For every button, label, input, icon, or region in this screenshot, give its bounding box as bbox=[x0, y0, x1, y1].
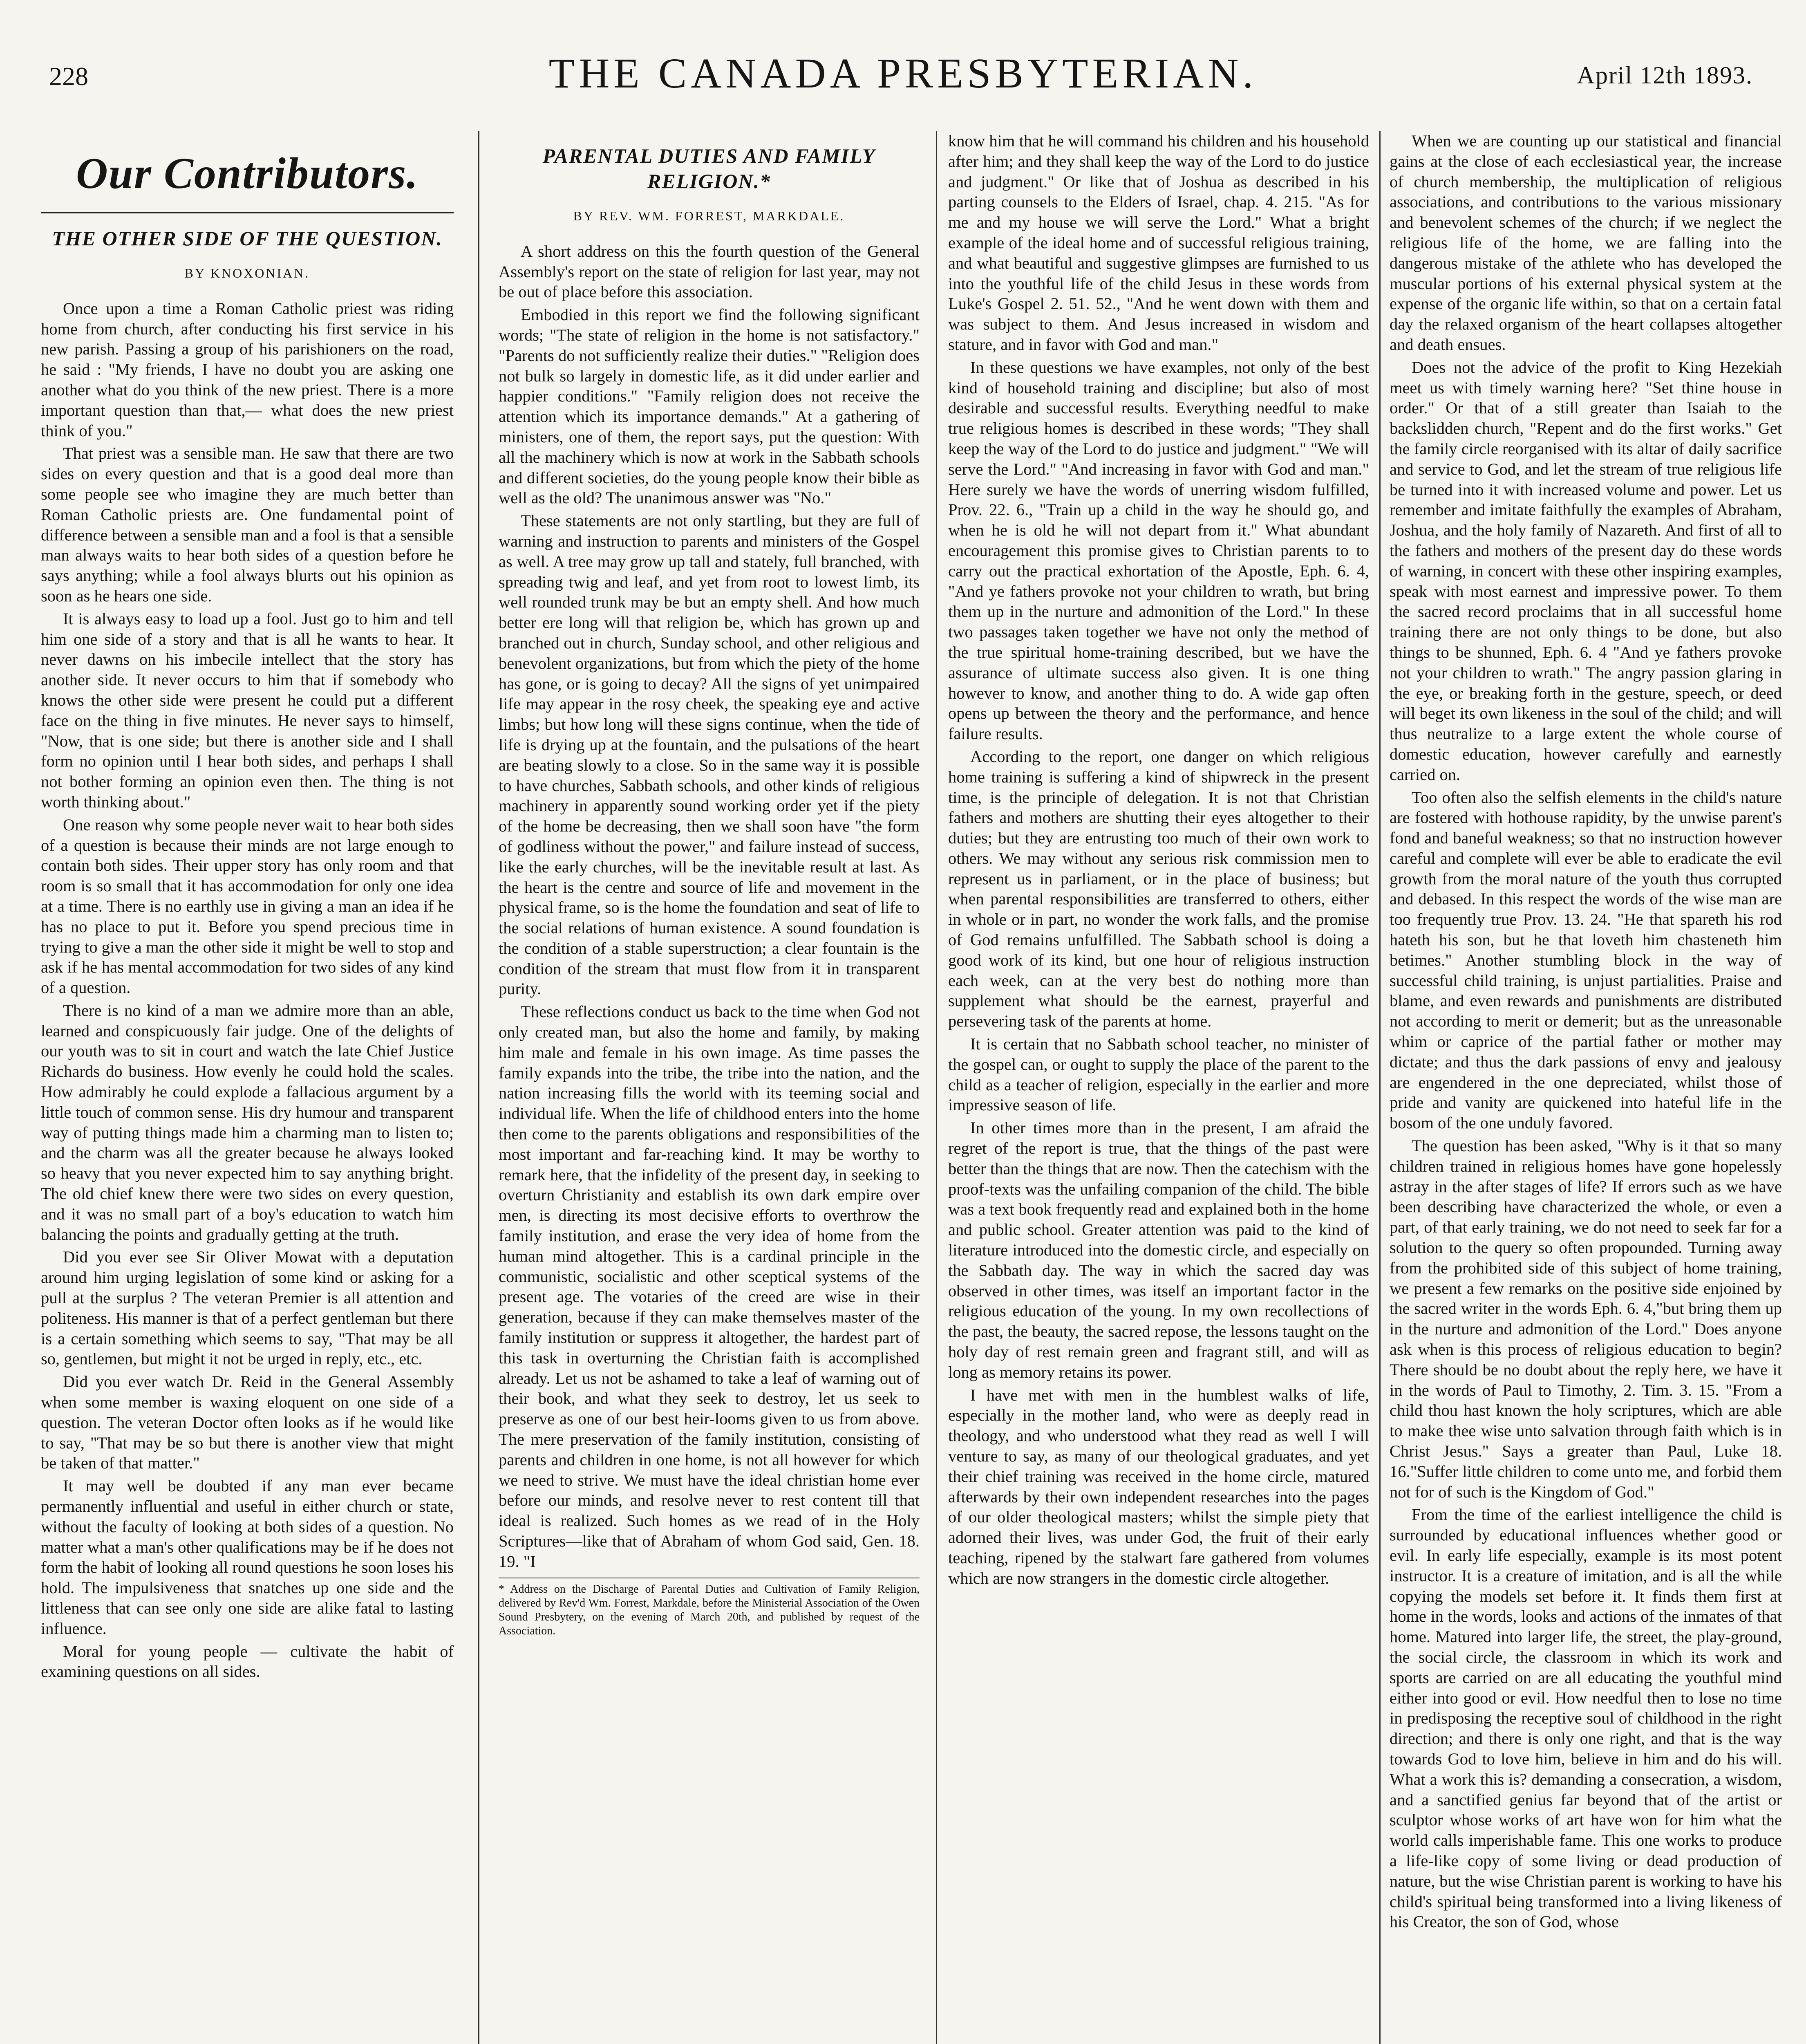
paragraph: These reflections conduct us back to the time when God not only created man, but also the home and family, by making him male and female in his own image. As time passes the family expands into the tribe, the tribe into the nation, and the nation increasing fills the world with its teeming social and individual life. When the life of childhood enters into the home then come to the parents obligations and responsibilities of the most important and far-reaching kind. It may be worthy to remark here, that the infidelity of the present day, in seeking to overturn Christianity and establish its own dark empire over men, is directing its most decisive efforts to overthrow the family institution, and erase the very idea of home from the human mind altogether. This is a cardinal principle in the communistic, socialistic and other sceptical systems of the present age. The votaries of the creed are wise in their generation, because if they can make themselves master of the family institution or suppress it altogether, the hardest part of this task in overturning the Christian faith is accomplished already. Let us not be ashamed to take a leaf of warning out of their book, and what they seek to destroy, let us seek to preserve as one of our best heir-looms given to us from above. The mere preservation of the family institution, consisting of parents and children in one home, is not all however for which we need to strive. We must have the ideal christian home ever before our minds, and resolve never to rest content till that ideal is realized. Such homes as we read of in the Holy Scriptures—like that of Abraham of whom God said, Gen. 18. 19. "I bbox=[499, 1002, 920, 1571]
footnote: * Address on the Discharge of Parental Duties and Cultivation of Family Religion, delivered by Rev'd Wm. Forrest, Markdale, before the Ministerial Association of the Owen Sound Presbytery, on the evening of March 20th, and published by request of the Association. bbox=[499, 1578, 920, 1638]
masthead bbox=[0, 0, 1806, 135]
paragraph: Does not the advice of the profit to King Hezekiah meet us with timely warning here? "Set thine house in order." Or that of a still greater than Isaiah to the backslidden church, "Repent and do the first works." Get the family circle reorganised with its altar of daily sacrifice and service to God, and let the stream of true religious life be turned into it with increased volume and power. Let us remember and imitate faithfully the examples of Abraham, Joshua, and the holy family of Nazareth. And first of all to the fathers and mothers of the present day do these words of warning, in concert with these other inspiring examples, speak with most earnest and impressive power. To them the sacred record proclaims that in all successful home training there are not only things to be done, but also things to be shunned, Eph. 6. 4 "And ye fathers provoke not your children to wrath." The angry passion glaring in the eye, or breaking forth in the gesture, speech, or deed will beget its own likeness in the soul of the child; and will thus neutralize to a large extent the whole course of domestic education, however carefully and earnestly carried on. bbox=[1390, 358, 1782, 784]
paragraph: The question has been asked, "Why is it that so many children trained in religious homes have gone hopelessly astray in the after stages of life? If errors such as we have been describing have characterized the whole, or even a part, of that early training, we do not need to seek far for a solution to the query so often propounded. Turning away from the prohibited side of this subject of home training, we present a few remarks on the positive side enjoined by the sacred writer in the words Eph. 6. 4,"but bring them up in the nurture and admonition of the Lord." Does anyone ask when is this process of religious education to begin? There should be no doubt about the reply here, we have it in the words of Paul to Timothy, 2. Tim. 3. 15. "From a child thou hast known the holy scriptures, which are able to make thee wise unto salvation through faith which is in Christ Jesus." Says a greater than Paul, Luke 18. 16."Suffer little children to come unto me, and forbid them not for of such is the Kingdom of God." bbox=[1390, 1136, 1782, 1501]
paragraph: Once upon a time a Roman Catholic priest was riding home from church, after conducting his first service in his new parish. Passing a group of his parishioners on the road, he said : "My friends, I have no doubt you are asking one another what do you think of the new priest. There is a more important question than that,— what does the new priest think of you." bbox=[41, 299, 454, 440]
paragraph: These statements are not only startling, but they are full of warning and instruction to parents and ministers of the Gospel as well. A tree may grow up tall and stately, full branched, with spreading twig and leaf, and yet from root to lowest limb, its well rounded trunk may be but an empty shell. And how much better ere long will that religion be, which has grown up and branched out in church, Sunday school, and other religious and benevolent organizations, but from which the piety of the home has gone, or is going to decay? All the signs of yet unimpaired life may appear in the rosy cheek, the speaking eye and active limbs; but how long will these signs continue, when the tide of life is drying up at the fountain, and the pulsations of the heart are beating slowly to a close. So in the same way it is possible to have churches, Sabbath schools, and other kinds of religious machinery in apparently sound working order yet if the piety of the home be decreasing, then we shall soon have "the form of godliness without the power," and failure instead of success, like the early churches, will be the inevitable result at last. As the heart is the centre and source of life and movement in the physical frame, so is the home the foundation and seat of life to the social relations of human existence. A sound foundation is the condition of a stable superstruction; a clear fountain is the condition of the stream that must flow from it in transparent purity. bbox=[499, 511, 920, 998]
paragraph: One reason why some people never wait to hear both sides of a question is because their minds are not large enough to contain both sides. Their upper story has only room and that room is so small that it has accommodation for only one idea at a time. There is no earthly use in giving a man an idea if he has no place to put it. Before you spend precious time in trying to give a man the other side it might be well to stop and ask if he has mental accommodation for two sides of any kind of a question. bbox=[41, 815, 454, 997]
paragraph: There is no kind of a man we admire more than an able, learned and conspicuously fair judge. One of the delights of our youth was to sit in court and watch the late Chief Justice Richards do business. How evenly he could hold the scales. How admirably he could explode a fallacious argument by a little touch of common sense. His dry humour and transparent way of putting things made him a charming man to listen to; and the charm was all the greater because he always looked so heavy that you never expected him to say anything bright. The old chief knew there were two sides on every question, and it was no small part of a boy's education to watch him balancing the points and gradually getting at the truth. bbox=[41, 1001, 454, 1244]
column-3 bbox=[948, 131, 1369, 2044]
column-rule bbox=[478, 131, 479, 2044]
paragraph: It may well be doubted if any man ever became permanently influential and useful in either church or state, without the faculty of looking at both sides of a question. No matter what a man's other qualifications may be if he does not form the habit of looking all round questions he soon loses his hold. The impulsiveness that snatches up one side and the littleness that can see only one side are alike fatal to lasting influence. bbox=[41, 1477, 454, 1638]
paragraph: I have met with men in the humblest walks of life, especially in the mother land, who were as deeply read in theology, and who understood what they read as well I will venture to say, as many of our theological graduates, and yet their chief training was received in the home circle, matured afterwards by their own independent researches into the pages of our older theological masters; whilst the simple piety that adorned their lives, was under God, the fruit of their early teaching, ripened by the stalwart fare gathered from volumes which are now strangers in the domestic circle altogether. bbox=[948, 1385, 1369, 1587]
issue-date: April 12th 1893. bbox=[1577, 62, 1753, 89]
column-1 bbox=[41, 131, 454, 2044]
article-body bbox=[499, 241, 920, 1572]
paragraph: Did you ever see Sir Oliver Mowat with a deputation around him urging legislation of some kind or asking for a pull at the surplus ? The veteran Premier is all attention and politeness. His manner is that of a perfect gentleman but there is a certain something which seems to say, "That may be all so, gentlemen, but might it not be urged in reply, etc., etc. bbox=[41, 1248, 454, 1368]
paragraph: In these questions we have examples, not only of the best kind of household training and discipline; but also of most desirable and successful results. Everything needful to make true religious homes is described in these words; "They shall keep the way of the Lord to do justice and judgment." "We will serve the Lord." "And increasing in favor with God and man." Here surely we have the words of unerring wisdom fulfilled, Prov. 22. 6., "Train up a child in the way he should go, and when he is old he will not depart from it." What abundant encouragement this promise gives to Christian parents to to carry out the practical exhortation of the Apostle, Eph. 6. 4, "And ye fathers provoke not your children to wrath, but bring them up in the nurture and admonition of the Lord." In these two passages taken together we have not only the method of the true spiritual home-training described, but we have the assurance of ultimate success also given. It is one thing however to know, and another thing to do. A wide gap often opens up between the theory and the performance, and hence failure results. bbox=[948, 358, 1369, 743]
page-number: 228 bbox=[49, 62, 88, 91]
paragraph: That priest was a sensible man. He saw that there are two sides on every question and that is a good deal more than some people see who imagine they are much better than Roman Catholic priests are. One fundamental point of difference between a sensible man and a fool is that a sensible man always waits to hear both sides of a question before he says anything; while a fool always blurts out his opinion as soon as he hears one side. bbox=[41, 444, 454, 605]
paragraph: A short address on this the fourth question of the General Assembly's report on the state of religion for last year, may not be out of place before this association. bbox=[499, 242, 920, 301]
article-byline: BY REV. WM. FORREST, MARKDALE. bbox=[573, 208, 845, 223]
divider bbox=[41, 212, 454, 213]
column-rule bbox=[936, 131, 937, 2044]
paragraph: When we are counting up our statistical and financial gains at the close of each ecclesiastical year, the increase of church membership, the multiplication of religious associations, and contributions to the various missionary and benevolent schemes of the church; if we neglect the religious life of the home, we are falling into the dangerous mistake of the athlete who has developed the muscular portions of his external physical system at the expense of the organic life within, so that on a certain fatal day the relaxed organism of the heart collapses altogether and death ensues. bbox=[1390, 132, 1782, 354]
paragraph: know him that he will command his children and his household after him; and they shall keep the way of the Lord to do justice and judgment." Or like that of Joshua as described in his parting counsels to the Elders of Israel, chap. 4. 215. "As for me and my house we will serve the Lord." What a bright example of the ideal home and of successful religious training, and what beautiful and suggestive glimpses are furnished to us into the youthful life of the child Jesus in these words from Luke's Gospel 2. 51. 52., "And he went down with them and was subject to them. And Jesus increased in wisdom and stature, and in favor with God and man." bbox=[948, 132, 1369, 354]
paragraph: It is certain that no Sabbath school teacher, no minister of the gospel can, or ought to supply the place of the parent to the child as a teacher of religion, especially in the earlier and more impressive season of life. bbox=[948, 1035, 1369, 1114]
paragraph: Embodied in this report we find the following significant words; "The state of religion in the home is not satisfactory." "Parents do not sufficiently realize their duties." "Religion does not bulk so largely in domestic life, as it did under earlier and happier conditions." "Family religion does not receive the attention which its importance demands." At a gathering of ministers, one of them, the report says, put the question: With all the machinery which is now at work in the Sabbath schools and different societies, do the young people know their bible as well as the old? The unanimous answer was "No." bbox=[499, 305, 920, 507]
article-body bbox=[41, 298, 454, 1682]
paragraph: According to the report, one danger on which religious home training is suffering a kind of shipwreck in the present time, is the principle of delegation. It is not that Christian fathers and mothers are shutting their eyes altogether to their duties; but they are entrusting too much of their own work to others. We may without any serious risk commission men to represent us in parliament, or in the place of business; but when parental responsibilities are transferred to others, either in whole or in part, no wonder the work falls, and the promise of God remains unfulfilled. The Sabbath school is doing a good work of its kind, but one hour of religious instruction each week, can at the very best do nothing more than supplement what should be the earnest, prayerful and persevering task of the parents at home. bbox=[948, 747, 1369, 1031]
section-heading: Our Contributors. bbox=[76, 149, 419, 198]
article-byline: BY KNOXONIAN. bbox=[184, 266, 310, 280]
paragraph: Did you ever watch Dr. Reid in the General Assembly when some member is waxing eloquent on one side of a question. The veteran Doctor often looks as if he would like to say, "That may be so but there is another view that might be taken of that matter." bbox=[41, 1372, 454, 1472]
paragraph: Moral for young people — cultivate the habit of examining questions on all sides. bbox=[41, 1642, 454, 1681]
article-title: THE OTHER SIDE OF THE QUESTION. bbox=[52, 227, 443, 250]
paragraph: It is always easy to load up a fool. Just go to him and tell him one side of a story and that is all he wants to hear. It never dawns on his imbecile intellect that the story has another side. It never occurs to him that if somebody who knows the other side were present he could put a different face on the thing in five minutes. He never says to himself, "Now, that is one side; but there is another side and I shall form no opinion until I hear both sides, and perhaps I shall not bother forming an opinion even then. The thing is not worth thinking about." bbox=[41, 609, 454, 811]
column-2 bbox=[499, 131, 920, 2044]
paragraph: In other times more than in the present, I am afraid the regret of the report is true, that the things of the past were better than the things that are now. Then the catechism with the proof-texts was the unfailing companion of the child. The bible was a text book frequently read and explained both in the home and public school. Greater attention was paid to the kind of literature introduced into the domestic circle, and especially on the Sabbath day. The way in which the sacred day was observed in other times, was itself an important factor in the religious education of the young. In my own recollections of the past, the beauty, the sacred repose, the lessons taught on the holy day of rest remain green and fragrant still, and will as long as memory retains its power. bbox=[948, 1118, 1369, 1381]
column-rule bbox=[1379, 131, 1381, 2044]
newspaper-title: THE CANADA PRESBYTERIAN. bbox=[548, 50, 1258, 97]
column-4 bbox=[1390, 131, 1782, 2044]
paragraph: From the time of the earliest intelligence the child is surrounded by educational influences whether good or evil. In early life especially, example is its most potent instructor. It is a creature of imitation, and is all the while copying the models set before it. It finds them first at home in the words, looks and actions of the inmates of that home. Matured into larger life, the street, the play-ground, the social circle, the classroom in which its work and sports are carried on are all educating the youthful mind either into good or evil. How needful then to lose no time in predisposing the receptive soul of childhood in the right direction; and there is only one right, and that is the way towards God to love him, believe in him and do his will. What a work this is? demanding a consecration, a wisdom, and a sanctified genius far beyond that of the artist or sculptor whose works of art have won for him what the world calls imperishable fame. This one works to produce a life-like copy of some living or dead production of nature, but the wise Christian parent is working to have his child's spiritual being transformed into a living likeness of his Creator, the son of God, whose bbox=[1390, 1505, 1782, 1931]
article-title: PARENTAL DUTIES AND FAMILY RELIGION.* bbox=[542, 144, 876, 193]
paragraph: Too often also the selfish elements in the child's nature are fostered with hothouse rapidity, by the unwise parent's fond and baneful weakness; so that no instruction however careful and complete will ever be able to eradicate the evil growth from the moral nature of the youth thus corrupted and debased. In this respect the words of the wise man are too frequently true Prov. 13. 24. "He that spareth his rod hateth his son, but he that loveth him chasteneth him betimes." Another stumbling block in the way of successful child training, is unjust partialities. Praise and blame, and even rewards and punishments are distributed not according to merit or demerit; but as the unreasonable whim or caprice of the partial father or mother may dictate; and thus the dark passions of envy and jealousy are engendered in the one depreciated, whilst those of pride and vanity are quickened into hateful life in the bosom of the one unduly favored. bbox=[1390, 788, 1782, 1132]
